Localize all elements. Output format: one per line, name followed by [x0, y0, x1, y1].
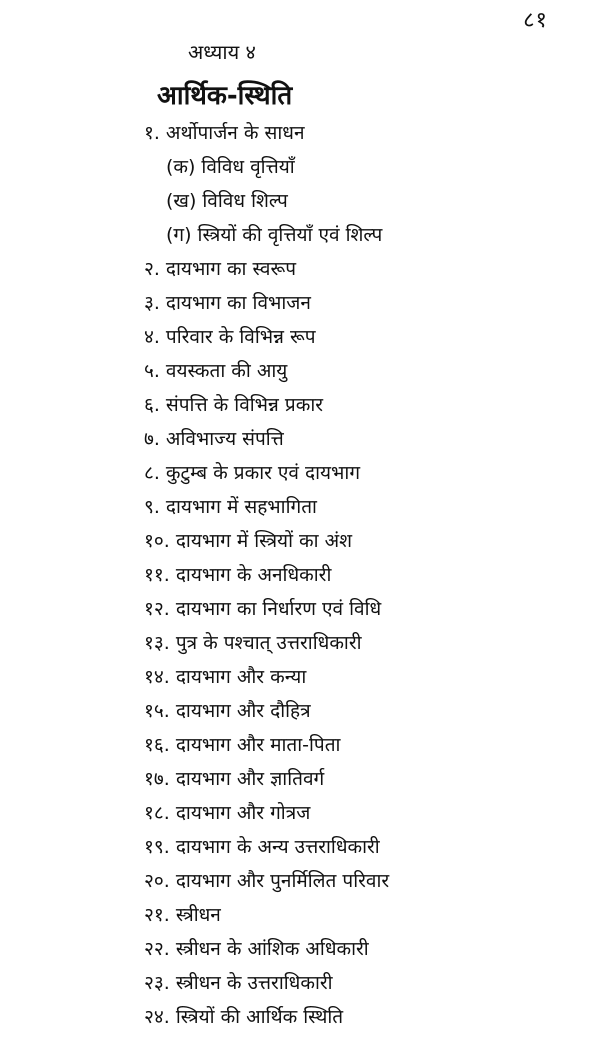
toc-item	[144, 626, 590, 660]
toc-item-text: स्त्रियों की वृत्तियाँ एवं शिल्प	[197, 224, 383, 246]
toc-item-text: दायभाग और पुनर्मिलित परिवार	[175, 870, 390, 892]
toc-item-text: स्त्रियों की आर्थिक स्थिति	[175, 1006, 344, 1028]
toc-item-number: ७.	[144, 428, 160, 450]
toc-item	[144, 422, 590, 456]
toc-item-number: १.	[144, 122, 160, 144]
toc-item	[144, 592, 590, 626]
toc-item-number: ४.	[144, 326, 160, 348]
toc-item-number: २.	[144, 258, 160, 280]
toc-item	[144, 660, 590, 694]
toc-item	[144, 898, 590, 932]
toc-item-text: परिवार के विभिन्न रूप	[165, 326, 316, 348]
toc-item-text: दायभाग और कन्या	[175, 666, 307, 688]
toc-item	[144, 694, 590, 728]
toc-item-text: स्त्रीधन	[175, 904, 221, 926]
toc-item-number: १६.	[144, 734, 170, 756]
toc-item-number: १८.	[144, 802, 170, 824]
toc-item	[144, 116, 590, 150]
toc-item	[144, 762, 590, 796]
toc-item-text: दायभाग का विभाजन	[165, 292, 311, 314]
toc-item-text: दायभाग के अन्य उत्तराधिकारी	[175, 836, 380, 858]
toc-item	[144, 388, 590, 422]
toc-item	[144, 286, 590, 320]
toc-item-text: विविध वृत्तियाँ	[201, 156, 295, 178]
chapter-label: अध्याय ४	[188, 40, 256, 64]
toc-item	[144, 728, 590, 762]
toc-item-text: कुटुम्ब के प्रकार एवं दायभाग	[165, 462, 361, 484]
toc-item-number: १२.	[144, 598, 170, 620]
toc-item	[144, 966, 590, 1000]
toc-item-text: दायभाग और दौहित्र	[175, 700, 311, 722]
toc-item-text: दायभाग के अनधिकारी	[175, 564, 332, 586]
toc-item-text: अर्थोपार्जन के साधन	[165, 122, 305, 144]
toc-item-number: २४.	[144, 1006, 170, 1028]
toc-item-number: १३.	[144, 632, 170, 654]
toc-item-number: २०.	[144, 870, 170, 892]
toc-item	[144, 830, 590, 864]
toc-subitem	[144, 150, 590, 184]
toc-item-number: ८.	[144, 462, 160, 484]
toc-item	[144, 354, 590, 388]
toc-item-text: दायभाग और ज्ञातिवर्ग	[175, 768, 325, 790]
toc-item	[144, 252, 590, 286]
toc-item-text: दायभाग और माता-पिता	[175, 734, 341, 756]
toc-item-number: (ख)	[166, 190, 197, 212]
toc-subitem	[144, 218, 590, 252]
toc-item-number: १०.	[144, 530, 170, 552]
toc-item	[144, 320, 590, 354]
toc-item-text: वयस्कता की आयु	[165, 360, 288, 382]
toc-item-number: १५.	[144, 700, 170, 722]
toc-item-text: दायभाग में सहभागिता	[165, 496, 317, 518]
toc-item	[144, 558, 590, 592]
toc-item-number: (ग)	[166, 224, 192, 246]
toc-item	[144, 524, 590, 558]
toc-item-number: १९.	[144, 836, 170, 858]
page-number: ८१	[523, 8, 548, 33]
toc-item	[144, 1000, 590, 1034]
toc-item-number: २१.	[144, 904, 170, 926]
toc-item-text: दायभाग में स्त्रियों का अंश	[175, 530, 353, 552]
toc-item-text: पुत्र के पश्चात् उत्तराधिकारी	[175, 632, 362, 654]
toc-item	[144, 864, 590, 898]
toc-item-text: दायभाग और गोत्रज	[175, 802, 311, 824]
toc-item-text: दायभाग का निर्धारण एवं विधि	[175, 598, 382, 620]
toc-item-number: ६.	[144, 394, 160, 416]
chapter-title: आर्थिक-स्थिति	[157, 81, 293, 111]
toc-item-number: ९.	[144, 496, 160, 518]
toc-item-text: दायभाग का स्वरूप	[165, 258, 297, 280]
toc-item	[144, 796, 590, 830]
toc-item-text: स्त्रीधन के आंशिक अधिकारी	[175, 938, 369, 960]
toc-subitem	[144, 184, 590, 218]
toc-item-number: १४.	[144, 666, 170, 688]
toc-item-text: स्त्रीधन के उत्तराधिकारी	[175, 972, 333, 994]
table-of-contents	[144, 116, 590, 1034]
toc-item-number: ११.	[144, 564, 170, 586]
toc-item-number: ५.	[144, 360, 160, 382]
toc-item-number: २३.	[144, 972, 170, 994]
toc-item-text: विविध शिल्प	[202, 190, 288, 212]
toc-item-text: संपत्ति के विभिन्न प्रकार	[165, 394, 324, 416]
toc-item-number: (क)	[166, 156, 196, 178]
toc-item	[144, 932, 590, 966]
toc-item	[144, 456, 590, 490]
toc-item-number: ३.	[144, 292, 160, 314]
toc-item-number: १७.	[144, 768, 170, 790]
toc-item	[144, 490, 590, 524]
toc-item-number: २२.	[144, 938, 170, 960]
toc-item-text: अविभाज्य संपत्ति	[165, 428, 284, 450]
